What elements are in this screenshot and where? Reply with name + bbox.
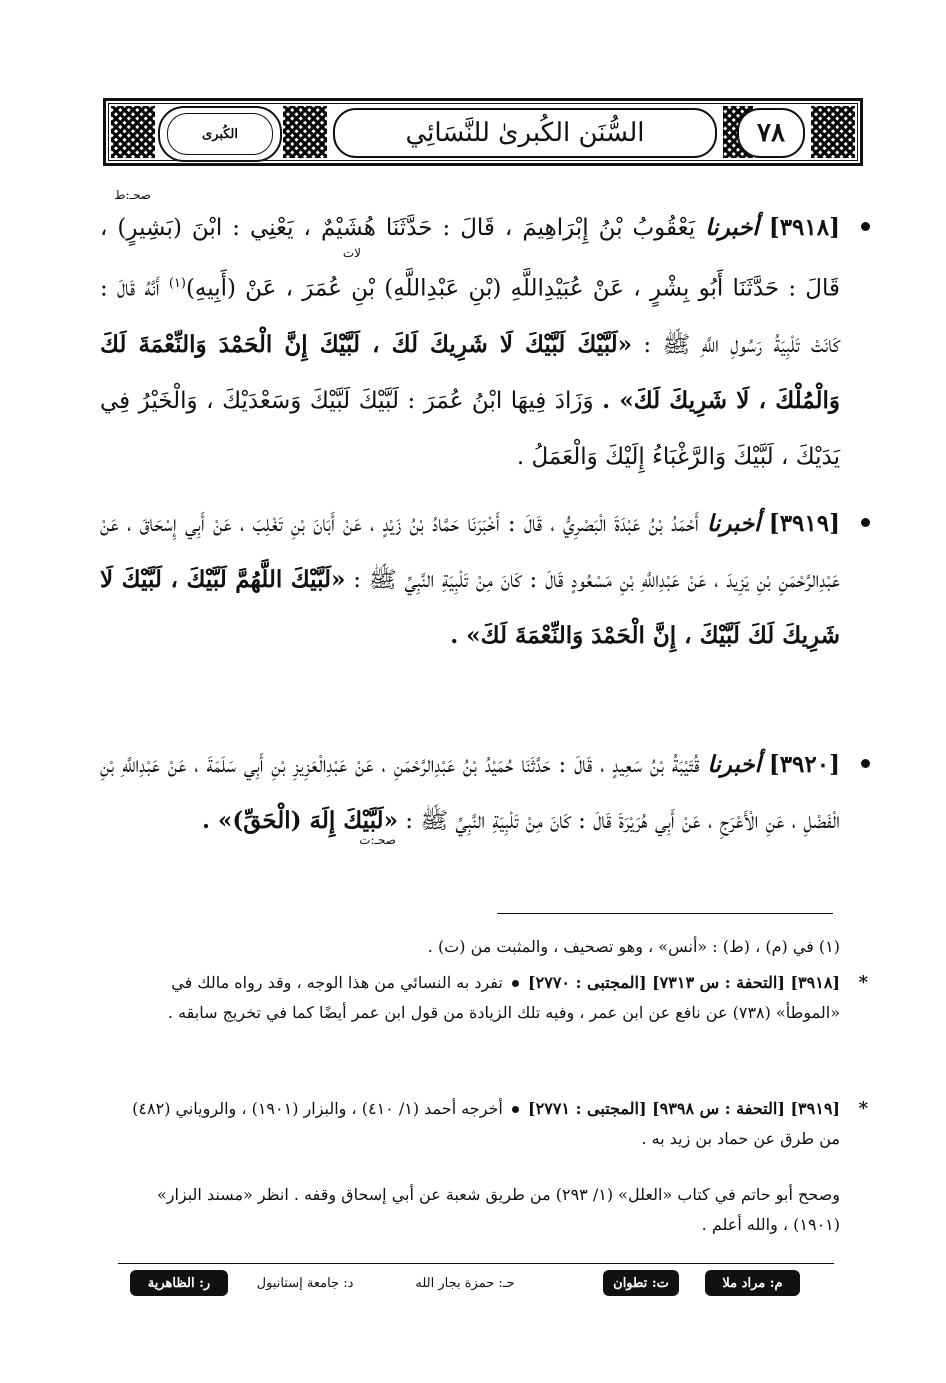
hadith-marker: أخبرنا <box>705 214 759 241</box>
ms-h: حـ: حمزة بجار الله <box>415 1275 515 1291</box>
above-note: صحـ:ت <box>359 833 396 847</box>
bullet-icon <box>512 1106 519 1113</box>
takhrij-text: تفرد به النسائي من هذا الوجه ، وقد رواه مالك في «الموطأ» (٧٣٨) عن نافع عن ابن عمر ، وفيه تلك الزيادة من قول ابن عمر أيضًا كما في تخريج سابقه . <box>167 973 840 1022</box>
hadith-marker: أخبرنا <box>707 751 761 778</box>
bullet-icon <box>861 518 870 527</box>
hadith-number: [٣٩١٨] <box>768 214 841 241</box>
hadith-isnad: يَعْقُوبُ بْنُ إِبْرَاهِيمَ ، قَالَ : حَدَّثَنَا هُشَيْمٌ ، يَعْنِي : ابْنَ (بَشِيرٍ) ، قَالَ : حَدَّثَنَا أَبُو بِشْرٍ ، عَنْ عُبَيْدِاللَّهِ (بْنِ عَبْدِاللَّهِ) بْنِ عُمَرَ ، عَنْ (أَبِيهِ) <box>100 215 841 302</box>
bullet-icon <box>861 759 870 768</box>
hadith-matn: أَنَّهُ قَالَ : كَانَتْ تَلْبِيَةُ رَسُولِ اللَّهِ ﷺ : <box>100 275 840 358</box>
seal-text: الكُبرى <box>167 113 273 155</box>
ornament-right <box>811 106 855 158</box>
hadith-isnad: قُتَيْبَةُ بْنُ سَعِيدٍ ، قَالَ : حَدَّثَنَا حُمَيْدُ بْنُ عَبْدِالرَّحْمَنِ ، عَنْ عَبْدِالْعَزِيزِ بْنِ أَبِي سَلَمَةَ ، عَنْ عَبْدِاللَّهِ بْنِ الْفَضْلِ ، عَنِ الْأَعْرَجِ ، عَنْ أَبِي هُرَيْرَةَ قَالَ : كَانَ مِنْ تَلْبِيَةِ النَّبِيِّ ﷺ : <box>100 752 840 834</box>
ms-d: د: جامعة إستانبول <box>256 1275 354 1291</box>
takhrij-3919 <box>120 1094 840 1154</box>
footnote-divider <box>497 913 833 914</box>
footnote-1: (١) في (م) ، (ط) : «أنس» ، وهو تصحيف ، والمثبت من (ت) . <box>427 937 840 956</box>
hadith-marker: أخبرنا <box>706 510 761 537</box>
bullet-icon <box>512 980 519 987</box>
hadith-talbiya: «لَبَّيْكَ لَبَّيْكَ لَا شَرِيكَ لَكَ ، لَبَّيْكَ إِنَّ الْحَمْدَ وَالنِّعْمَةَ لَكَ وَالْمُلْكَ ، لَا شَرِيكَ لَكَ» . <box>100 330 840 414</box>
takhrij-ref: [٣٩١٨] [التحفة : س ٧٣١٣] [المجتبى : ٢٧٧٠] <box>528 973 840 992</box>
hadith-3919 <box>100 496 840 664</box>
hadith-isnad: أَحْمَدُ بْنُ عَبْدَةَ الْبَصْرِيُّ ، قَالَ : أَخْبَرَنَا حَمَّادُ بْنُ زَيْدٍ ، عَنْ أَبَانَ بْنِ تَغْلِبَ ، عَنْ أَبِي إِسْحَاقَ ، عَنْ عَبْدِالرَّحْمَنِ بْنِ يَزِيدَ ، عَنْ عَبْدِاللَّهِ بْنِ مَسْعُودٍ قَالَ : كَانَ مِنْ تَلْبِيَةِ النَّبِيِّ ﷺ : <box>100 511 840 593</box>
hadith-talbiya: «لَبَّيْكَ اللَّهُمَّ لَبَّيْكَ ، لَبَّيْكَ لَا شَرِيكَ لَكَ لَبَّيْكَ ، إِنَّ الْحَمْدَ وَالنِّعْمَةَ لَكَ» . <box>100 566 840 649</box>
footer-divider <box>118 1263 834 1264</box>
margin-note: صحـ:ط <box>114 188 151 202</box>
ms-t: ت: تطوان <box>603 1270 679 1296</box>
page-number: ٧٨ <box>737 108 805 158</box>
ornament-left <box>111 106 155 158</box>
hadith-3918 <box>100 200 840 485</box>
takhrij-3919-cont: وصحح أبو حاتم في كتاب «العلل» (١/ ٢٩٣) من طريق شعبة عن أبي إسحاق وقفه . انظر «مسند البزار» (١٩٠١) ، والله أعلم . <box>156 1185 840 1234</box>
ornament-mid-left <box>283 106 327 158</box>
hadith-number: [٣٩٢٠] <box>768 751 841 778</box>
above-note: لات <box>342 246 361 260</box>
hadith-addition: وَزَادَ فِيهَا ابْنُ عُمَرَ : لَبَّيْكَ لَبَّيْكَ وَسَعْدَيْكَ ، وَالْخَيْرُ فِي يَدَيْكَ ، لَبَّيْكَ وَالرَّغْبَاءُ إِلَيْكَ وَالْعَمَلُ . <box>100 387 840 470</box>
book-seal <box>158 106 282 162</box>
takhrij-3918 <box>120 968 840 1028</box>
page-header <box>103 98 863 166</box>
hadith-talbiya: «لَبَّيْكَ إِلَهَ (الْحَقِّ)» . <box>201 807 398 834</box>
takhrij-ref: [٣٩١٩] [التحفة : س ٩٣٩٨] [المجتبى : ٢٧٧١] <box>528 1099 840 1118</box>
ms-m: م: مراد ملا <box>705 1270 800 1296</box>
book-title: السُّنَن الكُبرىٰ للنَّسَائِي <box>333 108 717 158</box>
ms-r: ر: الظاهرية <box>130 1270 228 1296</box>
hadith-3920 <box>100 737 840 849</box>
hadith-number: [٣٩١٩] <box>768 510 840 537</box>
footnote-mark: (١) <box>168 276 186 291</box>
bullet-icon <box>861 222 870 231</box>
takhrij-text: أخرجه أحمد (١/ ٤١٠) ، والبزار (١٩٠١) ، والروياني (٤٨٢) من طرق عن حماد بن زيد به . <box>132 1099 840 1148</box>
